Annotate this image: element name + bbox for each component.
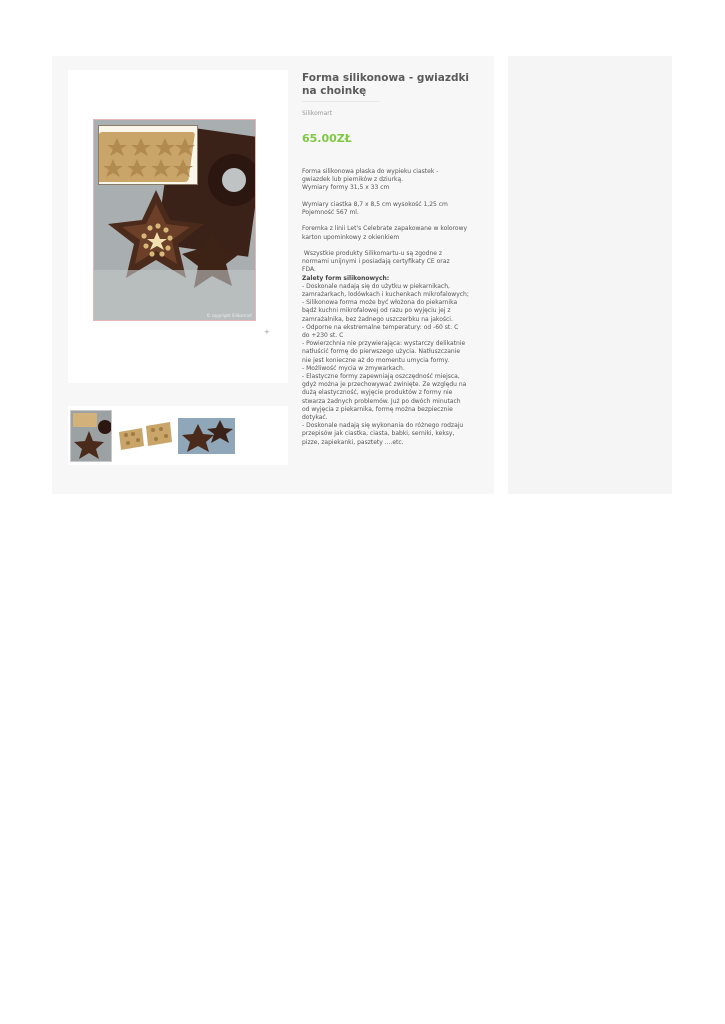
description-line: Wymiary formy 31,5 x 33 cm	[302, 184, 390, 192]
advantage-line: pizze, zapiekanki, pasztety ....etc.	[302, 438, 404, 446]
advantage-line: do +230 st. C	[302, 332, 344, 340]
advantage-line: od wyjęcia z piekarnika, formę można bezpiecznie	[302, 405, 453, 413]
advantage-line: dotykać.	[302, 414, 328, 422]
advantage-line: stwarza żadnych problemów. Już po dwóch minutach	[302, 397, 461, 405]
advantage-line: zamrażalnika, bez żadnego uszczerbku na jakości.	[302, 315, 453, 323]
description-line: Wszystkie produkty Silikomartu-u są zgodne z	[302, 249, 443, 257]
advantage-line: - Silikonowa forma może być włożona do piekarnika	[302, 299, 458, 307]
advantage-line: przepisów jak ciastka, ciasta, babki, serniki, keksy,	[302, 430, 455, 438]
thumbnail-2-image	[116, 410, 174, 462]
product-title: Forma silikonowa - gwiazdki na choinkę	[302, 72, 470, 97]
thumbnail-2[interactable]	[116, 410, 174, 462]
advantage-line: dużą elastyczność, wyjęcie produktów z formy nie	[302, 389, 453, 397]
description-line: Pojemność 567 ml.	[302, 209, 359, 216]
advantage-line: - Możliwość mycia w zmywarkach.	[302, 364, 405, 372]
advantage-line: - Powierzchnia nie przywierająca: wystarczy delikatnie	[302, 340, 466, 348]
description-line: karton upominkowy z okienkiem	[302, 233, 400, 241]
main-product-image[interactable]	[93, 119, 256, 321]
advantage-line: - Elastyczne formy zapewniają oszczędność miejsca,	[302, 373, 460, 381]
product-description	[302, 168, 482, 447]
thumbnail-1[interactable]	[70, 410, 112, 462]
inset-mold-image	[98, 125, 198, 185]
advantages-list	[302, 283, 482, 447]
thumbnail-3[interactable]	[178, 410, 235, 462]
mold-illustration	[99, 126, 197, 184]
sidebar-panel	[508, 56, 672, 494]
thumbnail-1-image	[71, 411, 111, 461]
advantage-line: natłuścić formę do pierwszego użycia. Natłuszczanie	[302, 348, 461, 356]
advantage-line: - Doskonale nadają się do użytku w piekarnikach,	[302, 282, 450, 290]
description-line: Forma silikonowa płaska do wypieku ciastek -	[302, 168, 439, 175]
advantages-heading: Zalety form silikonowych:	[302, 274, 390, 282]
product-brand-link[interactable]: Silikomart	[302, 110, 333, 117]
description-line: Foremka z linii Let's Celebrate zapakowane w kolorowy	[302, 225, 468, 233]
advantage-line: - Doskonale nadają się wykonania do różnego rodzaju	[302, 422, 464, 430]
zoom-icon[interactable]: +	[264, 328, 270, 336]
advantage-line: zamrażarkach, lodówkach i kuchenkach mikrofalowych;	[302, 291, 469, 298]
title-divider	[302, 101, 380, 102]
advantage-line: gdyż można je przechowywać zwinięte. Ze względu na	[302, 381, 467, 389]
description-line: normami unijnymi i posiadają certyfikaty CE oraz	[302, 258, 450, 266]
advantage-line: nie jest konieczne aż do momentu umycia formy.	[302, 356, 450, 364]
image-watermark: © copyright Silikomart	[206, 313, 252, 318]
advantage-line: bądź kuchni mikrofalowej od razu po wyjęciu jej z	[302, 307, 451, 315]
thumbnail-3-image	[178, 410, 235, 462]
product-price: 65.00ZŁ	[302, 132, 352, 145]
advantage-line: - Odporne na ekstremalne temperatury: od -60 st. C	[302, 323, 459, 331]
description-line: FDA.	[302, 266, 316, 274]
description-line: gwiazdek lub pierników z dziurką.	[302, 176, 404, 184]
description-line: Wymiary ciastka 8,7 x 8,5 cm wysokość 1,25 cm	[302, 200, 448, 208]
